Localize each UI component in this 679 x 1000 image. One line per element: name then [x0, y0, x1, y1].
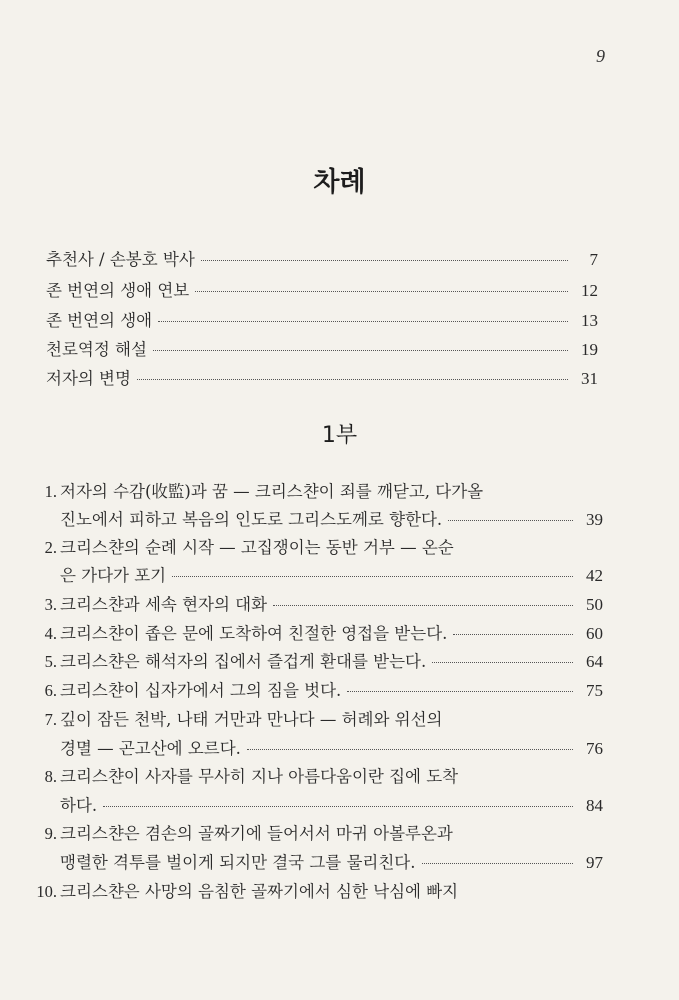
chapter-title-cont: 하다.	[60, 796, 98, 815]
dot-leader	[137, 379, 568, 380]
chapter-page: 39	[586, 510, 603, 529]
dot-leader	[273, 605, 573, 606]
chapter-title: 크리스챤이 십자가에서 그의 짐을 벗다.	[60, 681, 342, 700]
chapter-number: 7.	[44, 710, 57, 729]
toc-entry-label: 존 번연의 생애 연보	[46, 281, 190, 300]
toc-entry-page: 31	[581, 369, 598, 388]
chapter-page: 84	[586, 796, 603, 815]
chapter-title: 크리스챤이 사자를 무사히 지나 아름다움이란 집에 도착	[60, 767, 459, 786]
dot-leader	[453, 634, 573, 635]
chapter-page: 75	[586, 681, 603, 700]
chapter-number: 9.	[44, 824, 57, 843]
chapter-page: 64	[586, 652, 603, 671]
chapter-number: 6.	[44, 681, 57, 700]
chapter-title: 크리스챤은 사망의 음침한 골짜기에서 심한 낙심에 빠지	[60, 882, 459, 901]
dot-leader	[422, 863, 574, 864]
chapter-entry[interactable]	[30, 882, 603, 902]
chapter-entry-continuation[interactable]	[60, 796, 603, 816]
chapter-page: 76	[586, 739, 603, 758]
page-number: 9	[596, 46, 605, 66]
chapter-title: 크리스챤이 좁은 문에 도착하여 친절한 영접을 받는다.	[60, 624, 448, 643]
chapter-entry-continuation[interactable]	[60, 739, 603, 759]
toc-entry[interactable]	[46, 340, 598, 360]
chapter-page: 42	[586, 566, 603, 585]
dot-leader	[195, 291, 568, 292]
dot-leader	[172, 576, 573, 577]
chapter-title: 크리스챤은 해석자의 집에서 즐겁게 환대를 받는다.	[60, 652, 427, 671]
chapter-title: 깊이 잠든 천박, 나태 거만과 만나다 — 허례와 위선의	[60, 710, 443, 729]
dot-leader	[153, 350, 568, 351]
chapter-entry-continuation[interactable]	[60, 566, 603, 586]
chapter-page: 50	[586, 595, 603, 614]
chapter-title: 크리스챤은 겸손의 골짜기에 들어서서 마귀 아볼루온과	[60, 824, 453, 843]
toc-entry-page: 13	[581, 311, 598, 330]
toc-entry-label: 존 번연의 생애	[46, 311, 153, 330]
chapter-title: 크리스챤의 순례 시작 — 고집쟁이는 동반 거부 — 온순	[60, 538, 454, 557]
toc-entry-label: 저자의 변명	[46, 369, 131, 388]
chapter-entry[interactable]	[30, 652, 603, 672]
dot-leader	[347, 691, 573, 692]
toc-entry-label: 추천사 / 손봉호 박사	[46, 250, 195, 269]
chapter-entry-continuation[interactable]	[60, 853, 603, 873]
chapter-entry[interactable]	[30, 681, 603, 701]
chapter-title: 크리스챤과 세속 현자의 대화	[60, 595, 268, 614]
chapter-number: 8.	[44, 767, 57, 786]
toc-entry-page: 7	[589, 250, 598, 269]
chapter-title-cont: 은 가다가 포기	[60, 566, 167, 585]
chapter-entry[interactable]	[30, 595, 603, 615]
dot-leader	[103, 806, 573, 807]
chapter-title-cont: 진노에서 피하고 복음의 인도로 그리스도께로 향한다.	[60, 510, 443, 529]
chapter-number: 10.	[36, 882, 57, 901]
chapter-entry[interactable]	[30, 624, 603, 644]
chapter-entry-continuation[interactable]	[60, 510, 603, 530]
dot-leader	[448, 520, 573, 521]
dot-leader	[432, 662, 573, 663]
part-title: 1부	[321, 423, 358, 448]
chapter-number: 1.	[44, 482, 57, 501]
chapter-number: 2.	[44, 538, 57, 557]
toc-entry-label: 천로역정 해설	[46, 340, 147, 359]
toc-entry[interactable]	[46, 369, 598, 389]
chapter-entry[interactable]	[30, 824, 603, 844]
chapter-page: 97	[586, 853, 603, 872]
chapter-entry[interactable]	[30, 538, 603, 558]
chapter-entry[interactable]	[30, 482, 603, 502]
chapter-title-cont: 맹렬한 격투를 벌이게 되지만 결국 그를 물리친다.	[60, 853, 416, 872]
chapter-number: 3.	[44, 595, 57, 614]
toc-entry[interactable]	[46, 250, 598, 270]
dot-leader	[247, 749, 573, 750]
chapter-title: 저자의 수감(收監)과 꿈 — 크리스챤이 죄를 깨닫고, 다가올	[60, 482, 484, 501]
chapter-entry[interactable]	[30, 767, 603, 787]
chapter-page: 60	[586, 624, 603, 643]
page-title: 차례	[313, 167, 366, 198]
chapter-number: 4.	[44, 624, 57, 643]
toc-entry-page: 12	[581, 281, 598, 300]
dot-leader	[158, 321, 568, 322]
chapter-title-cont: 경멸 — 곤고산에 오르다.	[60, 739, 241, 758]
dot-leader	[201, 260, 568, 261]
chapter-entry[interactable]	[30, 710, 603, 730]
chapter-number: 5.	[44, 652, 57, 671]
toc-entry[interactable]	[46, 281, 598, 301]
toc-entry[interactable]	[46, 311, 598, 331]
toc-entry-page: 19	[581, 340, 598, 359]
